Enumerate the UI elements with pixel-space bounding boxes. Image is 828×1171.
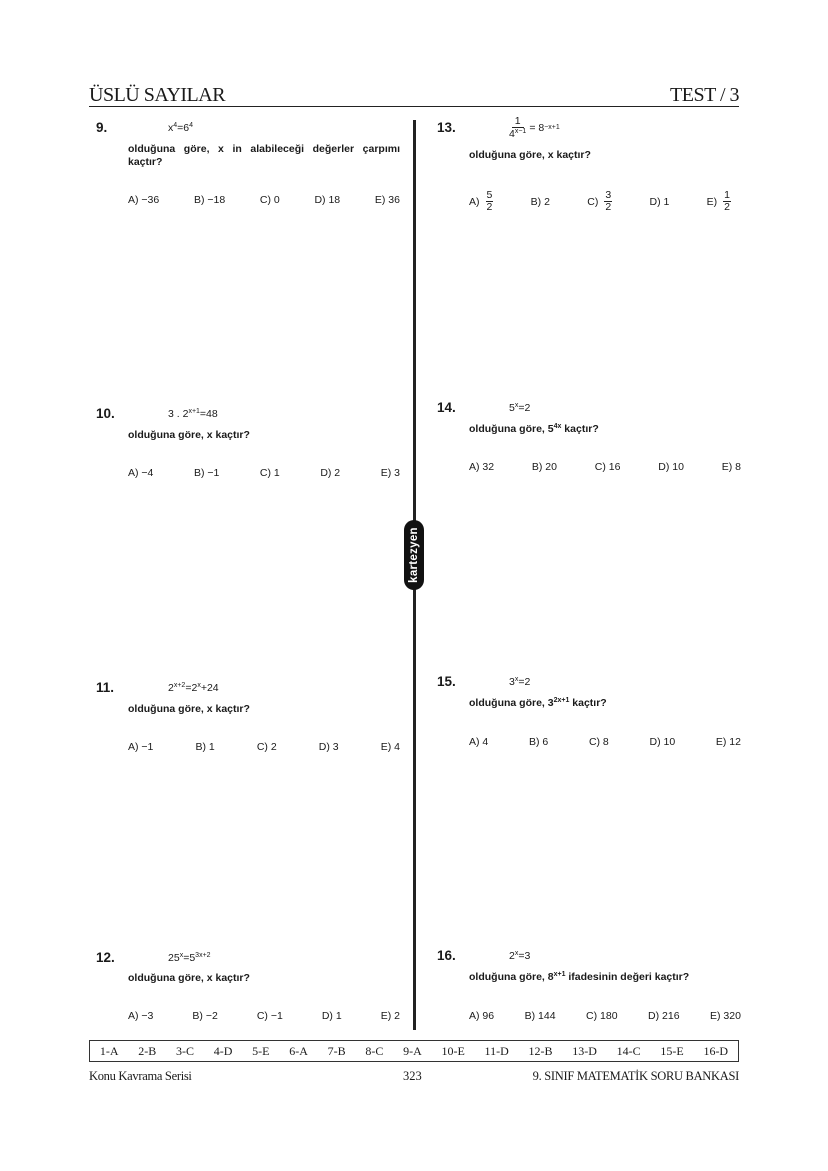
question-formula: 3 . $2^{x+1}=48$ <box>168 408 218 420</box>
answer-key-item: 14-C <box>616 1043 641 1058</box>
question-formula: $2^{x+2}=2^x+24$ <box>168 682 219 694</box>
answer-options <box>469 1010 741 1022</box>
answer-options <box>128 1010 400 1022</box>
answer-key-item: 11-D <box>484 1043 509 1058</box>
question-number: 13. <box>437 120 456 135</box>
question-number: 9. <box>96 120 108 135</box>
question-number: 15. <box>437 674 456 689</box>
book-title: 9. SINIF MATEMATİK SORU BANKASI <box>532 1069 739 1083</box>
question-formula: $25^x=5^{3x+2}$ <box>168 952 211 964</box>
series-name: Konu Kavrama Serisi <box>89 1069 192 1083</box>
answer-key-item: 15-E <box>660 1043 684 1058</box>
answer-key <box>89 1040 739 1062</box>
option-e[interactable]: E) 4 <box>380 741 400 753</box>
option-a[interactable]: A) −1 <box>128 741 154 753</box>
question-stem: olduğuna göre, x kaçtır? <box>128 972 250 984</box>
option-b[interactable]: B) −18 <box>193 194 226 206</box>
question-number: 11. <box>96 680 115 695</box>
option-b[interactable]: B) 1 <box>195 741 215 753</box>
answer-key-item: 6-A <box>289 1043 308 1058</box>
option-a[interactable]: A) −3 <box>128 1010 154 1022</box>
answer-key-item: 12-B <box>528 1043 553 1058</box>
answer-key-item: 4-D <box>213 1043 233 1058</box>
answer-key-item: 8-C <box>365 1043 384 1058</box>
option-e[interactable]: E) 12 <box>715 736 741 748</box>
option-a[interactable]: A) −4 <box>128 467 154 479</box>
page-number: 323 <box>403 1069 422 1083</box>
option-c[interactable]: C) 16 <box>594 461 621 473</box>
option-e[interactable]: E) 2 <box>380 1010 400 1022</box>
option-b[interactable]: B) 20 <box>531 461 557 473</box>
option-c[interactable]: C) 0 <box>259 194 280 206</box>
option-e[interactable]: E) 36 <box>374 194 400 206</box>
question-stem: olduğuna göre, $8^{x+1}$ ifadesinin değeri kaçtır? <box>469 971 690 983</box>
option-a[interactable]: A) 32 <box>469 461 495 473</box>
option-d[interactable]: D) 10 <box>649 736 676 748</box>
question-formula: $5^x=2$ <box>509 402 531 414</box>
answer-key-item: 1-A <box>99 1043 119 1058</box>
option-d[interactable]: D) 216 <box>648 1010 680 1022</box>
option-d[interactable]: D) 10 <box>658 461 684 473</box>
option-b[interactable]: B) 2 <box>530 195 550 208</box>
answer-key-item: 16-D <box>703 1043 729 1058</box>
answer-key-item: 9-A <box>403 1043 422 1058</box>
brand-badge <box>404 520 424 590</box>
option-d[interactable]: D) 1 <box>649 195 670 208</box>
answer-options <box>128 467 400 479</box>
answer-key-item: 13-D <box>572 1043 597 1058</box>
option-b[interactable]: B) 6 <box>528 736 549 748</box>
question-stem: olduğuna göre, x kaçtır? <box>128 703 250 715</box>
option-c[interactable]: C) 2 <box>256 741 277 753</box>
answer-key-item: 10-E <box>441 1043 465 1058</box>
option-c[interactable]: C) 180 <box>586 1010 618 1022</box>
option-d[interactable]: D) 1 <box>321 1010 342 1022</box>
option-b[interactable]: B) 144 <box>524 1010 556 1022</box>
answer-options <box>469 736 741 748</box>
question-formula: $2^x=3$ <box>509 950 531 962</box>
question-stem: olduğuna göre, x kaçtır? <box>128 429 250 441</box>
brand-label: kartezyen <box>408 527 420 583</box>
question-formula: $3^x=2$ <box>509 676 531 688</box>
option-a[interactable]: A) 4 <box>469 736 489 748</box>
option-d[interactable]: D) 3 <box>318 741 339 753</box>
header-rule <box>89 106 739 107</box>
question-number: 14. <box>437 400 456 415</box>
question-stem: olduğuna göre, $5^{4x}$ kaçtır? <box>469 423 599 435</box>
fraction: $\frac{1}{4^{x-1}}$ <box>509 115 527 140</box>
test-label: TEST / 3 <box>670 84 739 106</box>
answer-key-item: 3-C <box>176 1043 194 1058</box>
option-e[interactable]: E) $\frac{1}{2}$ <box>706 189 730 213</box>
option-e[interactable]: E) 3 <box>380 467 400 479</box>
option-a[interactable]: A) 96 <box>469 1010 495 1022</box>
section-title: ÜSLÜ SAYILAR <box>89 84 226 106</box>
answer-key-item: 5-E <box>252 1043 270 1058</box>
option-c[interactable]: C) 8 <box>588 736 609 748</box>
option-b[interactable]: B) −1 <box>193 467 220 479</box>
option-c[interactable]: C) −1 <box>256 1010 283 1022</box>
question-number: 16. <box>437 948 456 963</box>
option-a[interactable]: A) $\frac{5}{2}$ <box>469 189 493 213</box>
question-formula: $x^4=6^4$ <box>168 122 194 134</box>
answer-options <box>469 461 741 473</box>
answer-options <box>469 190 731 213</box>
question-stem: olduğuna göre, x in alabileceği değerler çarpımı kaçtır? <box>128 143 400 168</box>
option-d[interactable]: D) 18 <box>314 194 341 206</box>
question-formula: $\frac{1}{4^{x-1}}$ = 8 −x+1 <box>509 115 560 140</box>
question-number: 10. <box>96 406 115 421</box>
answer-key-item: 2-B <box>138 1043 157 1058</box>
question-stem: olduğuna göre, $3^{2x+1}$ kaçtır? <box>469 697 607 709</box>
answer-key-item: 7-B <box>327 1043 346 1058</box>
answer-options <box>128 194 400 206</box>
option-d[interactable]: D) 2 <box>320 467 341 479</box>
question-stem: olduğuna göre, x kaçtır? <box>469 149 591 161</box>
option-b[interactable]: B) −2 <box>192 1010 218 1022</box>
option-c[interactable]: C) $\frac{3}{2}$ <box>587 189 612 213</box>
answer-options <box>128 741 400 753</box>
option-a[interactable]: A) −36 <box>128 194 160 206</box>
option-c[interactable]: C) 1 <box>259 467 280 479</box>
question-number: 12. <box>96 950 115 965</box>
option-e[interactable]: E) 8 <box>721 461 741 473</box>
option-e[interactable]: E) 320 <box>710 1010 741 1022</box>
